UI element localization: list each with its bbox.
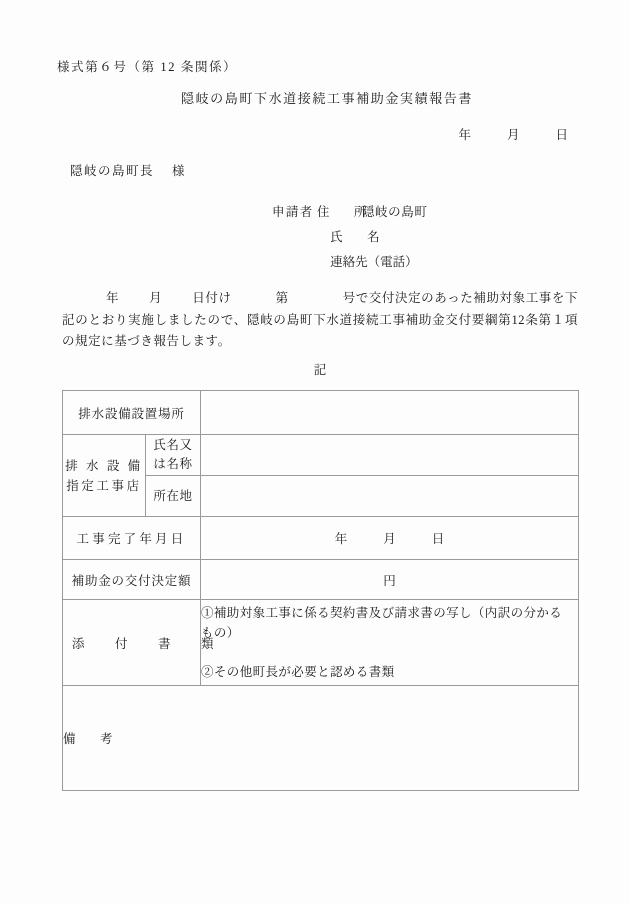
date-year-label: 年 [458,128,471,142]
completion-year-label: 年 [334,532,348,546]
attachment-item-2: ②その他町長が必要と認める書類 [201,665,395,679]
date-day-label: 日 [555,128,568,142]
form-number: 様式第６号（第 12 条関係） [57,60,238,74]
addressee-name: 隠岐の島町長 [70,164,155,178]
document-date-line [458,125,568,143]
table-row [63,517,579,560]
contractor-address-value-cell[interactable] [201,476,579,517]
contractor-label-cell [63,435,146,517]
contractor-name-label-line1: 氏名又 [153,438,193,452]
body-year-label: 年 [106,291,120,305]
subsidy-amount-value-cell[interactable] [201,560,579,600]
subsidy-amount-label-cell: 補助金の交付決定額 [63,560,201,600]
attachments-value-cell [201,600,579,686]
page-title: 隠岐の島町下水道接続工事補助金実績報告書 [180,91,473,106]
applicant-address-value: 隠岐の島町 [361,205,428,219]
applicant-contact-row [272,250,427,275]
body-day-label: 日付け [192,291,232,305]
contractor-label-line2: 指定工事店 [66,478,142,493]
contractor-name-value-cell[interactable] [201,435,579,476]
completion-day-label: 日 [431,532,445,546]
applicant-label: 申請者 [272,205,314,219]
applicant-block [272,200,427,275]
completion-month-label: 月 [383,532,396,546]
body-paragraph [62,288,578,353]
applicant-contact-label: 連絡先（電話） [330,255,418,269]
remarks-cell[interactable] [63,686,579,791]
applicant-address-label: 住 所 [316,205,373,219]
body-line1-tail: 号で交付決定のあった補助対象工事を下記 [62,291,578,327]
addressee-honorific: 様 [172,164,187,178]
date-month-label: 月 [506,128,520,142]
contractor-name-label-cell [146,435,201,476]
attachments-label-cell: 添 付 書 類 [63,600,201,686]
location-value-cell[interactable] [201,391,579,435]
body-line3: の規定に基づき報告します。 [62,334,231,348]
applicant-name-row [272,225,427,250]
attachment-item-1-line2: もの） [201,626,240,640]
contractor-address-label-cell: 所在地 [146,476,201,517]
attachment-item-1-line1: ①補助対象工事に係る契約書及び請求書の写し（内訳の分かる [201,606,563,620]
table-row [63,391,579,435]
body-line2: のとおり実施しましたので、隠岐の島町下水道接続工事補助金交付要綱第12条第１項 [75,312,578,327]
applicant-name-label: 氏 名 [330,230,386,244]
completion-date-value-cell[interactable] [201,517,579,560]
table-row [63,435,579,476]
attachment-item-1 [201,603,578,643]
report-table [62,390,579,791]
contractor-label-line1: 排 水 設 備 [65,458,143,473]
completion-date-label-cell: 工事完了年月日 [63,517,201,560]
body-number-prefix: 第 [275,291,289,305]
table-row [63,600,579,686]
addressee [70,161,186,179]
table-row [63,560,579,600]
body-month-label: 月 [149,291,163,305]
ki-marker: 記 [313,363,327,377]
remarks-label: 備 考 [63,732,119,746]
subsidy-amount-unit: 円 [383,573,396,588]
contractor-name-label-line2: は名称 [153,457,193,471]
applicant-address-row [272,200,427,225]
location-label-cell: 排水設備設置場所 [63,391,201,435]
table-row [63,686,579,791]
